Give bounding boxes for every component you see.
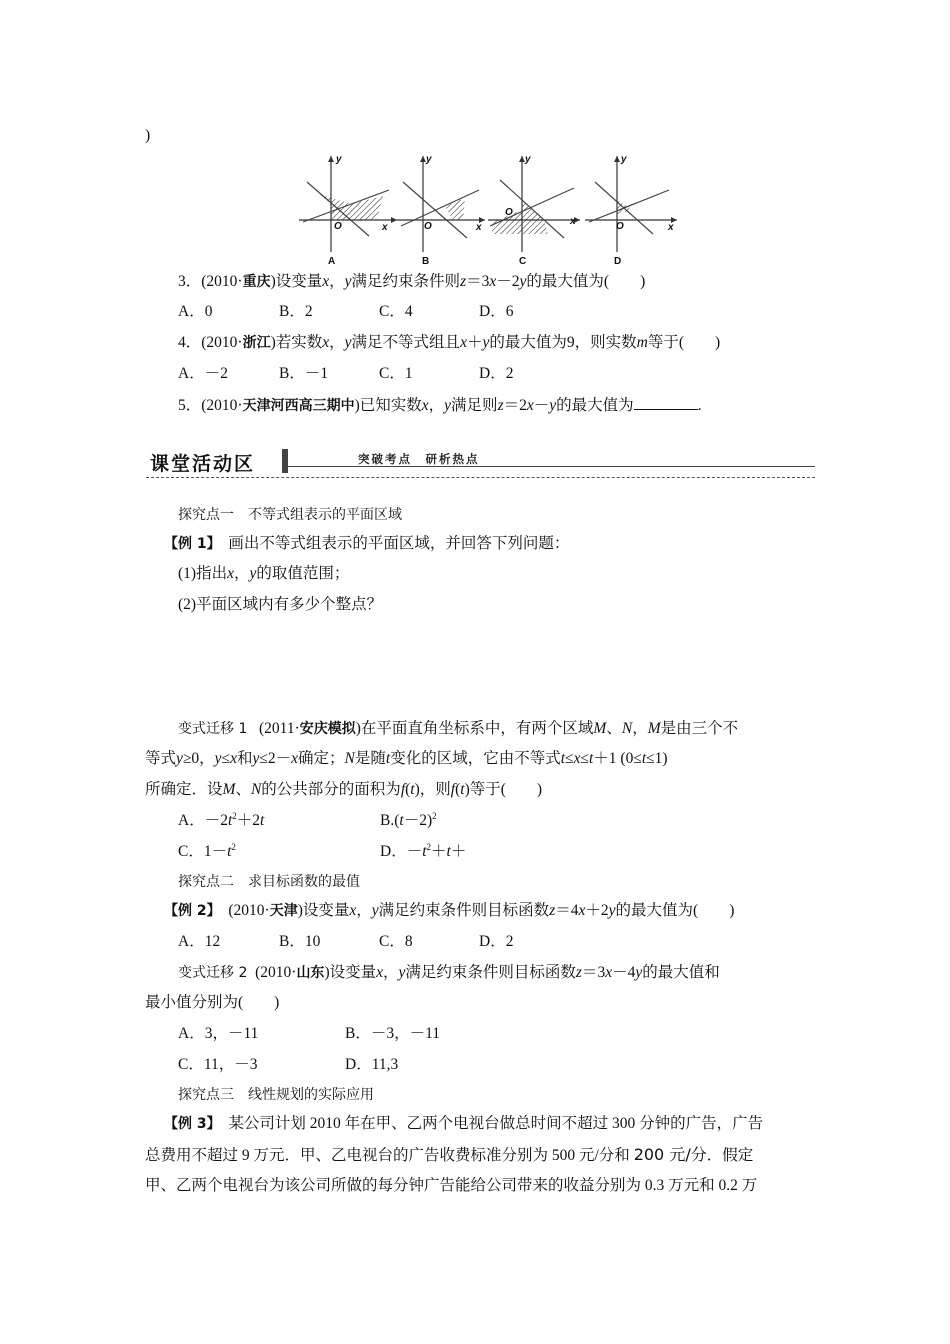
example-2-option-c: C．8 [379,933,413,950]
variant-2-option-d: D．11,3 [345,1056,399,1073]
graph-b-y: y [426,154,432,165]
variant-2-option-b: B．－3，－11 [345,1025,441,1042]
example-2-option-b: B．10 [279,933,321,950]
graph-a-x: x [382,222,388,233]
variant-1-option-b: $B.(t-2)^2$ [380,810,437,829]
top-fragment: ) [145,127,151,144]
variant-1-option-d: D．$-t^2+t+$ [380,841,467,860]
graph-d-x: x [668,222,674,233]
variant-1-line-2: 等式y≥0，y≤x和y≤2－x确定；N是随t变化的区域，它由不等式t≤x≤t＋1 (0≤t≤1) [145,750,668,767]
q3-option-d: D．6 [479,303,514,320]
example-2-option-a: A．12 [178,933,221,950]
question-3: 3．(2010·重庆)设变量x，y满足约束条件则z＝3x－2y的最大值为( ) [178,273,646,290]
example-1-q2: (2)平面区域内有多少个整点？ [178,596,383,613]
variant-2-option-c: C．11，－3 [178,1056,258,1073]
variant-1-option-c: C．$1-t^2$ [178,841,236,860]
q4-option-a: A．－2 [178,365,228,382]
variant-1-line-3: 所确定．设M、N的公共部分的面积为f(t)，则f(t)等于( ) [145,781,543,798]
graph-b-x: x [476,222,482,233]
banner-subtitle: 突破考点 研析热点 [358,452,480,466]
q4-option-d: D．2 [479,365,514,382]
banner-title: 课堂活动区 [150,453,256,475]
graph-c [486,152,582,268]
banner-dashed-rule [146,477,815,478]
question-4: 4．(2010·浙江)若实数x，y满足不等式组且x＋y的最大值为9，则实数m等于( ) [178,334,721,351]
graph-d-origin: O [616,221,624,232]
graph-a-y: y [336,154,342,165]
example-1: 【例 1】 画出不等式组表示的平面区域，并回答下列问题： [164,535,570,552]
example-3-line-3: 甲、乙两个电视台为该公司所做的每分钟广告能给公司带来的收益分别为 0.3 万元和 0.2 万 [145,1177,758,1194]
graph-a-label: A [328,256,336,267]
graph-d-y: y [621,154,627,165]
example-3-line-1: 【例 3】 某公司计划 2010 年在甲、乙两个电视台做总时间不超过 300 分钟的广告，广告 [164,1115,764,1132]
variant-2-option-a: A．3，－11 [178,1025,259,1042]
graph-a-origin: O [334,221,342,232]
variant-1-line-1: 变式迁移 1 (2011·安庆模拟)在平面直角坐标系中，有两个区域M、N，M是由三个不 [178,720,739,737]
graph-b-origin: O [424,221,432,232]
graph-d-label: D [614,256,622,267]
graph-b-label: B [422,256,430,267]
q3-option-c: C．4 [379,303,413,320]
graph-c-y: y [525,154,531,165]
banner-divider-block [282,449,288,473]
graph-b [395,152,487,268]
question-5: 5．(2010·天津河西高三期中)已知实数x，y满足则z＝2x－y的最大值为 . [178,397,702,414]
example-1-q1: (1)指出x，y的取值范围； [178,565,350,582]
section-3-heading: 探究点三 线性规划的实际应用 [178,1087,374,1103]
q4-option-b: B．－1 [279,365,329,382]
example-2-option-d: D．2 [479,933,514,950]
graph-a [297,152,399,268]
section-1-heading: 探究点一 不等式组表示的平面区域 [178,507,402,523]
variant-1-option-a: A．$-2t^2+2t$ [178,810,265,829]
q4-option-c: C．1 [379,365,413,382]
graph-c-x: x [570,216,576,227]
q3-option-b: B．2 [279,303,313,320]
graph-c-origin: O [505,207,513,218]
graph-d [583,152,679,268]
example-3-line-2: 总费用不超过 9 万元．甲、乙电视台的广告收费标准分别为 500 元/分和 200 元/分．假定 [145,1145,754,1164]
example-2: 【例 2】 (2010·天津)设变量x，y满足约束条件则目标函数z＝4x＋2y的最大值为( ) [164,902,735,919]
variant-2-line-2: 最小值分别为( ) [145,994,280,1011]
answer-blank [634,395,698,410]
variant-2-line-1: 变式迁移 2 (2010·山东)设变量x，y满足约束条件则目标函数z＝3x－4y的最大值和 [178,964,720,981]
q3-option-a: A．0 [178,303,213,320]
section-2-heading: 探究点二 求目标函数的最值 [178,874,360,890]
graph-c-label: C [519,256,527,267]
